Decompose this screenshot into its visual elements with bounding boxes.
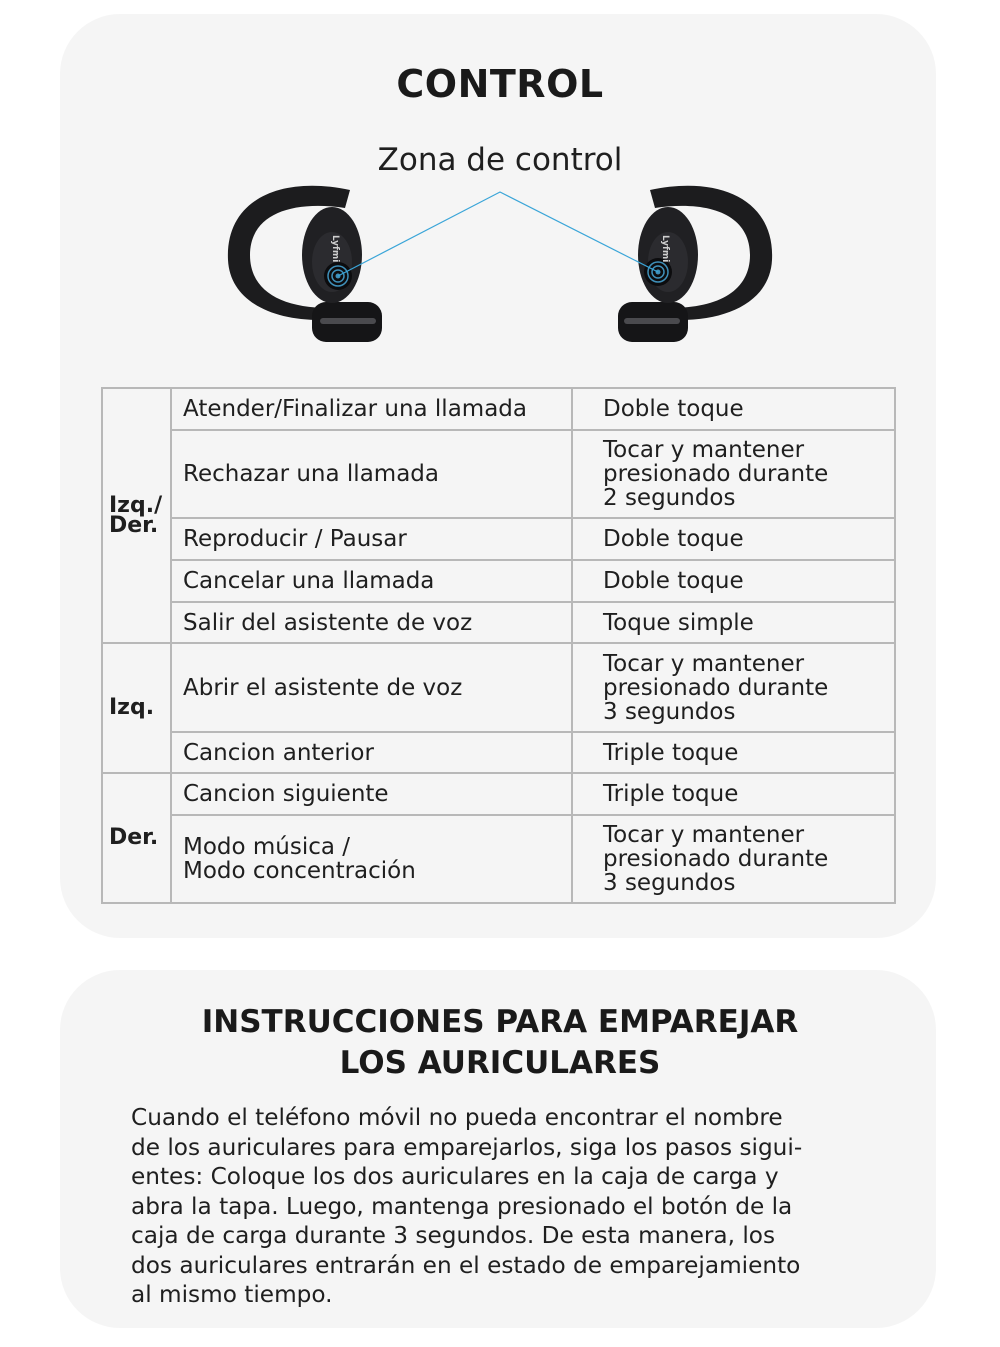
gesture-cell: Tocar y mantener presionado durante 3 segundos	[572, 643, 895, 732]
left-earbud	[228, 186, 382, 342]
instruction-line: entes: Coloque los dos auriculares en la caja de carga y	[131, 1163, 779, 1190]
table-row	[102, 643, 895, 732]
table-row	[102, 518, 895, 560]
pairing-title-line2: LOS AURICULARES	[339, 1045, 661, 1081]
table-row	[102, 388, 895, 430]
side-cell-both: Izq./ Der.	[102, 388, 171, 643]
table-row	[102, 815, 895, 903]
earbuds-illustration	[200, 180, 800, 360]
control-table	[101, 387, 896, 904]
instruction-line: abra la tapa. Luego, mantenga presionado el botón de la	[131, 1192, 793, 1220]
action-cell: Atender/Finalizar una llamada	[171, 388, 572, 430]
action-cell: Cancion anterior	[171, 732, 572, 773]
side-cell-left: Izq.	[102, 643, 171, 773]
control-zone-label: Zona de control	[377, 142, 623, 178]
gesture-cell: Doble toque	[572, 518, 895, 560]
action-cell: Cancelar una llamada	[171, 560, 572, 602]
left-brand-text: Lyfmi	[330, 235, 340, 263]
pairing-title	[0, 1002, 1000, 1084]
gesture-cell: Doble toque	[572, 560, 895, 602]
instruction-line: caja de carga durante 3 segundos. De esta manera, los	[131, 1222, 776, 1249]
right-brand-text: Lyfmi	[660, 235, 670, 263]
action-cell: Modo música / Modo concentración	[171, 815, 572, 903]
gesture-cell: Toque simple	[572, 602, 895, 643]
instruction-line: Cuando el teléfono móvil no pueda encontrar el nombre	[131, 1104, 783, 1131]
table-row	[102, 732, 895, 773]
action-cell: Salir del asistente de voz	[171, 602, 572, 643]
action-cell: Reproducir / Pausar	[171, 518, 572, 560]
table-row	[102, 773, 895, 815]
control-title: CONTROL	[396, 62, 604, 106]
control-zone-leader-lines	[338, 192, 658, 276]
gesture-cell: Tocar y mantener presionado durante 3 segundos	[572, 815, 895, 903]
table-row	[102, 430, 895, 518]
table-row	[102, 560, 895, 602]
table-row	[102, 602, 895, 643]
action-cell: Cancion siguiente	[171, 773, 572, 815]
instruction-line: al mismo tiempo.	[131, 1281, 333, 1308]
pairing-title-line1: INSTRUCCIONES PARA EMPAREJAR	[201, 1004, 799, 1040]
side-cell-right: Der.	[102, 773, 171, 903]
action-cell: Abrir el asistente de voz	[171, 643, 572, 732]
gesture-cell: Tocar y mantener presionado durante 2 segundos	[572, 430, 895, 518]
action-cell: Rechazar una llamada	[171, 430, 572, 518]
pairing-instructions	[131, 1103, 871, 1310]
gesture-cell: Triple toque	[572, 732, 895, 773]
gesture-cell: Doble toque	[572, 388, 895, 430]
gesture-cell: Triple toque	[572, 773, 895, 815]
instruction-line: dos auriculares entrarán en el estado de emparejamiento	[131, 1251, 801, 1279]
instruction-line: de los auriculares para emparejarlos, siga los pasos sigui-	[131, 1133, 803, 1161]
